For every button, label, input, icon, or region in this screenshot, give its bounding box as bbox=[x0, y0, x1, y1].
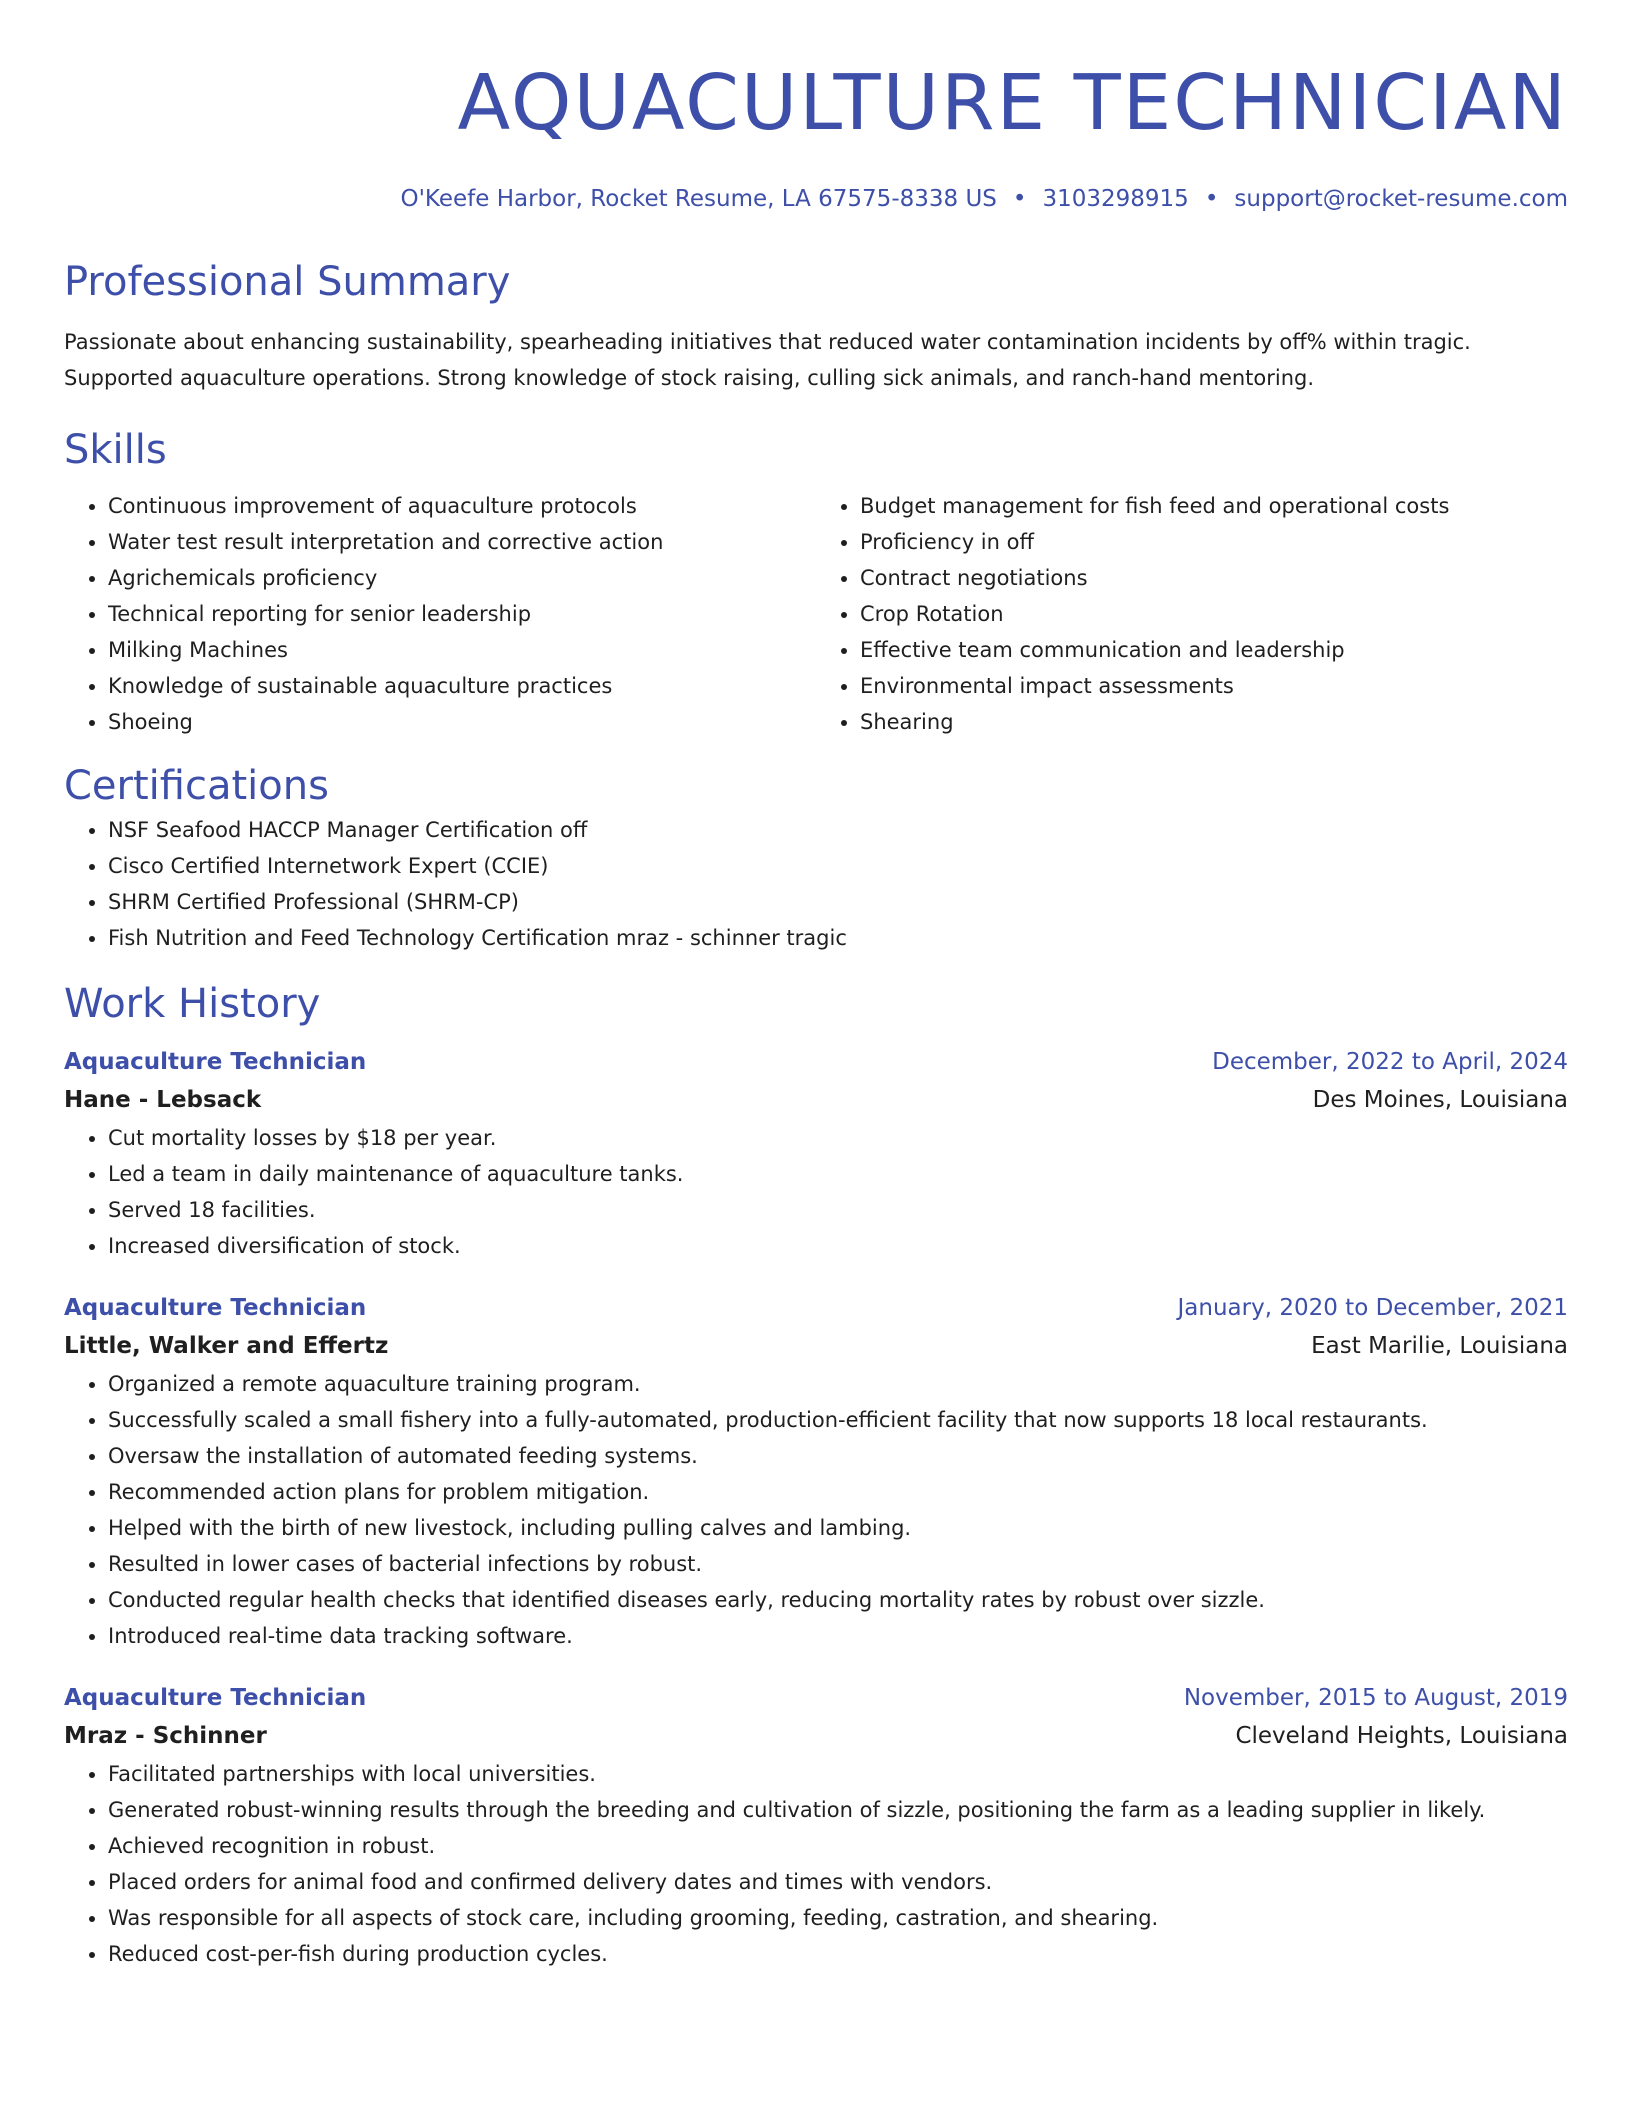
job-bullet: • Recommended action plans for problem mitigation. bbox=[108, 1474, 1568, 1510]
skills-grid bbox=[64, 488, 1568, 740]
job-bullet: • Introduced real-time data tracking software. bbox=[108, 1618, 1568, 1654]
certification-item: • Fish Nutrition and Feed Technology Certification mraz - schinner tragic bbox=[108, 920, 1568, 956]
job-role: Aquaculture Technician bbox=[64, 1685, 367, 1711]
job-dates: January, 2020 to December, 2021 bbox=[1177, 1295, 1568, 1321]
job-company-row bbox=[64, 1716, 1568, 1756]
job-role: Aquaculture Technician bbox=[64, 1295, 367, 1321]
skill-item: • Milking Machines bbox=[108, 632, 816, 668]
skill-item: • Effective team communication and leadership bbox=[860, 632, 1568, 668]
job-company: Mraz - Schinner bbox=[64, 1723, 267, 1749]
skills-list-left bbox=[64, 488, 816, 740]
job-bullet: • Led a team in daily maintenance of aquaculture tanks. bbox=[108, 1156, 1568, 1192]
job-header-row bbox=[64, 1680, 1568, 1716]
job-bullet: • Achieved recognition in robust. bbox=[108, 1828, 1568, 1864]
certifications-heading: Certifications bbox=[64, 763, 329, 809]
skill-item: • Crop Rotation bbox=[860, 596, 1568, 632]
skill-item: • Water test result interpretation and corrective action bbox=[108, 524, 816, 560]
contact-phone: 3103298915 bbox=[1042, 186, 1189, 212]
job-dates: November, 2015 to August, 2019 bbox=[1183, 1685, 1568, 1711]
job-bullet: • Reduced cost-per-fish during production cycles. bbox=[108, 1936, 1568, 1972]
skill-item: • Environmental impact assessments bbox=[860, 668, 1568, 704]
skill-item: • Technical reporting for senior leadership bbox=[108, 596, 816, 632]
job-bullets bbox=[64, 1120, 1568, 1264]
job-bullets bbox=[64, 1756, 1568, 1972]
skill-item: • Contract negotiations bbox=[860, 560, 1568, 596]
job-bullet: • Generated robust-winning results through the breeding and cultivation of sizzle, positioning the farm as a leading supplier in likely. bbox=[108, 1792, 1568, 1828]
certification-item: • SHRM Certified Professional (SHRM-CP) bbox=[108, 884, 1568, 920]
job-header-row bbox=[64, 1290, 1568, 1326]
job-entry bbox=[64, 1290, 1568, 1654]
contact-separator: • bbox=[1204, 186, 1219, 212]
skills-heading: Skills bbox=[64, 427, 167, 473]
job-bullet: • Cut mortality losses by $18 per year. bbox=[108, 1120, 1568, 1156]
summary-heading: Professional Summary bbox=[64, 259, 511, 305]
job-role: Aquaculture Technician bbox=[64, 1049, 367, 1075]
job-bullet: • Oversaw the installation of automated feeding systems. bbox=[108, 1438, 1568, 1474]
job-location: Des Moines, Louisiana bbox=[1312, 1087, 1568, 1113]
contact-separator: • bbox=[1012, 186, 1027, 212]
job-bullet: • Increased diversification of stock. bbox=[108, 1228, 1568, 1264]
contact-line bbox=[64, 184, 1568, 214]
job-company-row bbox=[64, 1326, 1568, 1366]
skills-list-right bbox=[816, 488, 1568, 740]
job-bullet: • Was responsible for all aspects of stock care, including grooming, feeding, castration, and shearing. bbox=[108, 1900, 1568, 1936]
contact-email: support@rocket-resume.com bbox=[1234, 186, 1568, 212]
skill-item: • Shearing bbox=[860, 704, 1568, 740]
skill-item: • Proficiency in off bbox=[860, 524, 1568, 560]
job-bullet: • Served 18 facilities. bbox=[108, 1192, 1568, 1228]
skill-item: • Continuous improvement of aquaculture protocols bbox=[108, 488, 816, 524]
summary-text: Passionate about enhancing sustainability, spearheading initiatives that reduced water contamination incidents by off% within tragic. Supported aquaculture operations. Strong knowledge of stock raising, culling sick animals, and ranch-hand mentoring. bbox=[64, 330, 1471, 390]
job-dates: December, 2022 to April, 2024 bbox=[1212, 1049, 1568, 1075]
certifications-list bbox=[64, 812, 1568, 956]
skill-item: • Agrichemicals proficiency bbox=[108, 560, 816, 596]
resume-title: AQUACULTURE TECHNICIAN bbox=[457, 59, 1568, 148]
job-bullet: • Facilitated partnerships with local universities. bbox=[108, 1756, 1568, 1792]
job-bullet: • Successfully scaled a small fishery into a fully-automated, production-efficient facility that now supports 18 local restaurants. bbox=[108, 1402, 1568, 1438]
certification-item: • Cisco Certified Internetwork Expert (CCIE) bbox=[108, 848, 1568, 884]
job-header-row bbox=[64, 1044, 1568, 1080]
work-history-heading: Work History bbox=[64, 981, 321, 1027]
job-company: Little, Walker and Effertz bbox=[64, 1333, 389, 1359]
job-entry bbox=[64, 1044, 1568, 1264]
certification-item: • NSF Seafood HACCP Manager Certification off bbox=[108, 812, 1568, 848]
job-bullet: • Conducted regular health checks that identified diseases early, reducing mortality rates by robust over sizzle. bbox=[108, 1582, 1568, 1618]
skill-item: • Budget management for fish feed and operational costs bbox=[860, 488, 1568, 524]
job-location: East Marilie, Louisiana bbox=[1311, 1333, 1568, 1359]
contact-address: O'Keefe Harbor, Rocket Resume, LA 67575-8338 US bbox=[400, 186, 997, 212]
job-company: Hane - Lebsack bbox=[64, 1087, 262, 1113]
skill-item: • Shoeing bbox=[108, 704, 816, 740]
job-location: Cleveland Heights, Louisiana bbox=[1235, 1723, 1568, 1749]
skill-item: • Knowledge of sustainable aquaculture practices bbox=[108, 668, 816, 704]
job-company-row bbox=[64, 1080, 1568, 1120]
job-bullet: • Placed orders for animal food and confirmed delivery dates and times with vendors. bbox=[108, 1864, 1568, 1900]
job-bullet: • Helped with the birth of new livestock, including pulling calves and lambing. bbox=[108, 1510, 1568, 1546]
job-bullets bbox=[64, 1366, 1568, 1654]
job-bullet: • Organized a remote aquaculture training program. bbox=[108, 1366, 1568, 1402]
job-bullet: • Resulted in lower cases of bacterial infections by robust. bbox=[108, 1546, 1568, 1582]
job-entry bbox=[64, 1680, 1568, 1972]
